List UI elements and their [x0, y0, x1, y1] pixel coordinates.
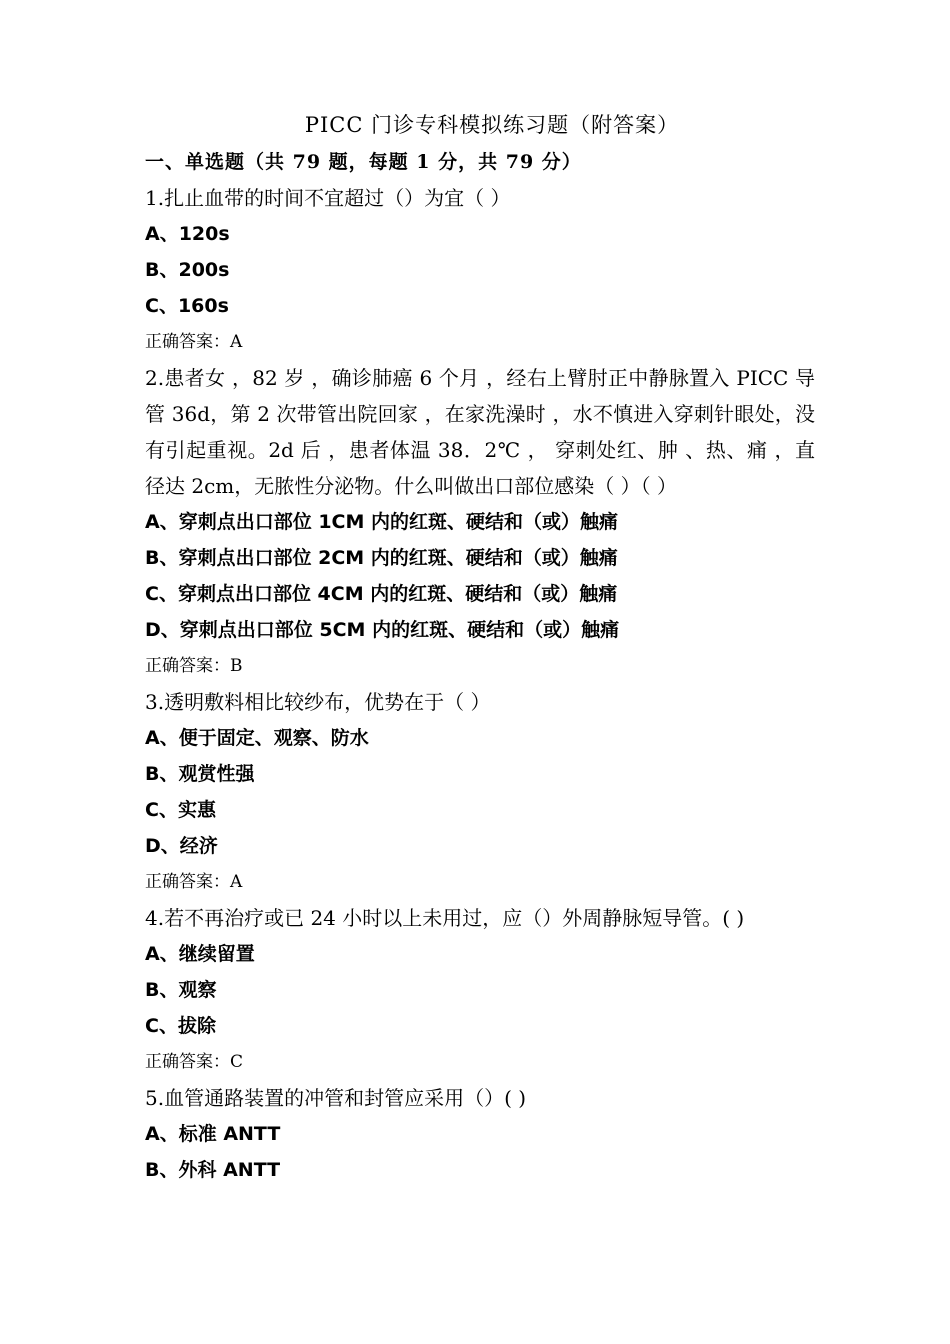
correct-answer: [145, 324, 815, 360]
option-b: B、观察: [145, 979, 217, 1001]
document-content: [145, 106, 815, 1188]
option-a: A、穿刺点出口部位 1CM 内的红斑、硬结和（或）触痛: [145, 511, 619, 533]
document-title: PICC 门诊专科模拟练习题（附答案）: [304, 113, 680, 137]
answer-prefix: 正确答案：: [145, 872, 230, 892]
option-c: C、实惠: [145, 799, 216, 821]
question-text: 3.透明敷料相比较纱布，优势在于（ ）: [145, 690, 491, 714]
answer-prefix: 正确答案：: [145, 656, 230, 676]
option-b: B、200s: [145, 259, 230, 281]
question-block-4: [145, 900, 815, 1080]
option-c: C、穿刺点出口部位 4CM 内的红斑、硬结和（或）触痛: [145, 583, 618, 605]
answer-value: A: [230, 332, 243, 352]
option-b: B、观赏性强: [145, 763, 255, 785]
option-a: A、标准 ANTT: [145, 1123, 281, 1145]
answer-value: B: [230, 656, 243, 676]
question-block-2: [145, 360, 815, 684]
question-block-5: [145, 1080, 815, 1188]
option-a: A、便于固定、观察、防水: [145, 727, 369, 749]
correct-answer: [145, 864, 815, 900]
question-block-1: [145, 180, 815, 360]
option-a: A、继续留置: [145, 943, 255, 965]
question-text: 5.血管通路装置的冲管和封管应采用（）( ): [145, 1086, 527, 1110]
option-c: C、160s: [145, 295, 229, 317]
section-heading: 一、单选题（共 79 题，每题 1 分，共 79 分）: [145, 151, 582, 173]
answer-value: A: [230, 872, 243, 892]
question-text: 2.患者女 ，82 岁 ，确诊肺癌 6 个月 ，经右上臂肘正中静脉置入 PICC 导管 36d，第 2 次带管出院回家 ，在家洗澡时 ，水不慎进入穿刺针眼处，没有引起重视。2d 后 ，患者体温 38．2℃ ， 穿刺处红、肿 、热、痛 ，直径达 2cm，无脓性分泌物。什么叫做出口部位感染（ ）（ ）: [145, 366, 815, 498]
option-d: D、经济: [145, 835, 218, 857]
correct-answer: [145, 648, 815, 684]
question-text: 4.若不再治疗或已 24 小时以上未用过，应（）外周静脉短导管。( ): [145, 906, 745, 930]
answer-prefix: 正确答案：: [145, 1052, 230, 1072]
answer-prefix: 正确答案：: [145, 332, 230, 352]
answer-value: C: [230, 1052, 244, 1072]
option-b: B、外科 ANTT: [145, 1159, 281, 1181]
question-text: 1.扎止血带的时间不宜超过（）为宜（ ）: [145, 186, 511, 210]
correct-answer: [145, 1044, 815, 1080]
option-d: D、穿刺点出口部位 5CM 内的红斑、硬结和（或）触痛: [145, 619, 620, 641]
option-c: C、拔除: [145, 1015, 216, 1037]
option-b: B、穿刺点出口部位 2CM 内的红斑、硬结和（或）触痛: [145, 547, 618, 569]
question-block-3: [145, 684, 815, 900]
option-a: A、120s: [145, 223, 230, 245]
